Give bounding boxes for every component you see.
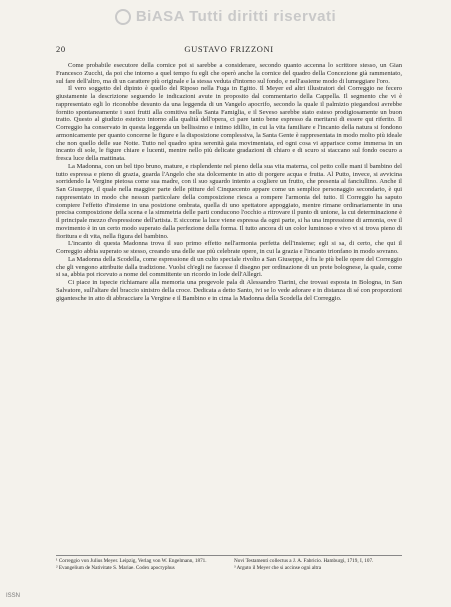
margin-mark: ISSN — [6, 593, 21, 599]
running-title: GUSTAVO FRIZZONI — [184, 44, 274, 54]
watermark — [0, 8, 451, 25]
footnote-divider — [56, 555, 402, 556]
paragraph: La Madonna della Scodella, come espressione di un culto speciale rivolto a San Giuseppe, è fra le più belle opere del Correggio che gli vengono attribuite dalla tradizione. Vuolsi ch'egli ne facesse il disegno per ordinazione di un prete bolognese, la quale, come si sa, abbia poi ricevuto a nome del committente un ricordo in lode dell'Allegri. — [56, 255, 402, 279]
footnote: ² Evangelium de Nativitate S. Mariae. Codex apocryphus — [56, 564, 175, 571]
paragraph: Il vero soggetto del dipinto è quello del Riposo nella Fuga in Egitto. Il Meyer ed altri illustratori del Correggio ne fecero giustamente la descrizione seguendo le indicazioni avute in proposito dal commentario della Cappella. Il segmento che vi è rappresentato egli lo riconobbe desunto da una leggenda di un Vangelo apocrifo, secondo la quale il palmizio piegandosi avrebbe fornito spontaneamente i suoi frutti alla comitiva nella Santa Famiglia, e il Seveso sarebbe stato esteso prodigiosamente un buon tratto. Questo al giudizio estetico intorno alla qualità dell'opera, ci pare tanto bene espresso da meritarsi di essere qui riferito. Il Correggio ha conservato in questa leggenda un bellissimo e intimo idillio, in cui la vita familiare e l'incanto della natura si fondono armonicamente per quanto concerne le figure e la disposizione complessiva, la Santa Gente è rappresentata in modo molto più ideale che non quello delle sue Notte. Tutto nel quadro spira serenità gaia movimentata, ed ogni cosa vi apparisce come immersa in un incanto di sole, le figure chiare e lucenti, mentre nello più delicate gradazioni di chiaro e di scuro si staccano sul fondo oscuro a fresca luce della mattinata. — [56, 85, 402, 162]
paragraph: L'incanto di questa Madonna trova il suo primo effetto nell'armonia perfetta dell'insieme; egli si sa, di certo, che qui il Correggio abbia superato se stesso, creando una delle sue più celebrate opere, in cui la grazia e l'incanto trionfano in modo sovrano. — [56, 240, 402, 255]
biasa-logo-icon — [115, 9, 131, 25]
footnote: Novi Testamenti collectus a J. A. Fabricio. Hamburgi, 1719, I, 107. — [234, 558, 374, 564]
body-text — [56, 62, 402, 302]
watermark-text: BiASA Tutti diritti riservati — [135, 8, 337, 25]
paragraph: Come probabile esecutore della cornice poi si sarebbe a considerare, secondo quanto accenna lo scrittore stesso, un Gian Francesco Zucchi, da poi che intorno a quel tempo fu egli che operò anche la cornice del quadro della Concezione già rammentato, sul fare dell'altro, ma di un carattere più originale e la stessa veduta d'intorno sul fondo, e nell'assieme modo di lumeggiare l'oro. — [56, 62, 402, 85]
paragraph: La Madonna, con un bel tipo bruno, mature, e risplendente nel pieno della sua vita materna, col petto colle mani il bambino del tutto espressa e pieno di grazia, guarda l'Angelo che sta dolcemente in atto di porgere acqua e frutta. Al Putto, invece, si avvicina sorridendo la Vergine pietosa come sua madre, con il suo sguardo intento a cogliere un frutto, che presenta al fanciullino. Anche il San Giuseppe, il quale nella maggior parte delle pitture del Cinquecento appare come un semplice personaggio secondario, è qui rappresentato in modo che nessun particolare della composizione riesca a rompere l'armonia del tutto. Il Correggio ha saputo compiere l'effetto d'insieme in una posizione ombrata, quella di uno spettatore appoggiato, mentre rimane ordinariamente in una precisa composizione della scena e la simmetria delle parti conducono l'occhio a ritrovare il punto di unione, la cui determinazione è il principale mezzo d'espressione dell'artista. E siccome la luce viene espressa da ogni parte, si ha una impressione di armonia, ove il movimento è in un certo modo superato dalla perfezione della forma. Il tutto ancora di un color luminoso e vivo vi si trova pieno di fioritura e di vita, nella figura del bambino. — [56, 162, 402, 240]
paragraph: Ci piace in ispecie richiamare alla memoria una pregevole pala di Alessandro Tiarini, che trovasi esposta in Bologna, in San Salvatore, sull'altare del braccio sinistro della croce. Dedicata a detto Santo, ivi se lo vede adorare e in distanza di sé con proporzioni gigantesche in atto di abbracciare la Vergine e il Bambino e in cima la Madonna della Scodella del Correggio. — [56, 279, 402, 302]
footnote: ³ Arguto il Meyer che si accinse ogni altra — [234, 564, 322, 571]
footnotes-left-column — [56, 558, 224, 571]
page-header — [56, 44, 402, 58]
page-number: 20 — [56, 44, 66, 54]
footnotes-right-column — [234, 558, 402, 571]
footnote: ¹ Correggio von Julius Meyer. Leipzig, Verlag von W. Engelmann, 1871. — [56, 558, 207, 564]
